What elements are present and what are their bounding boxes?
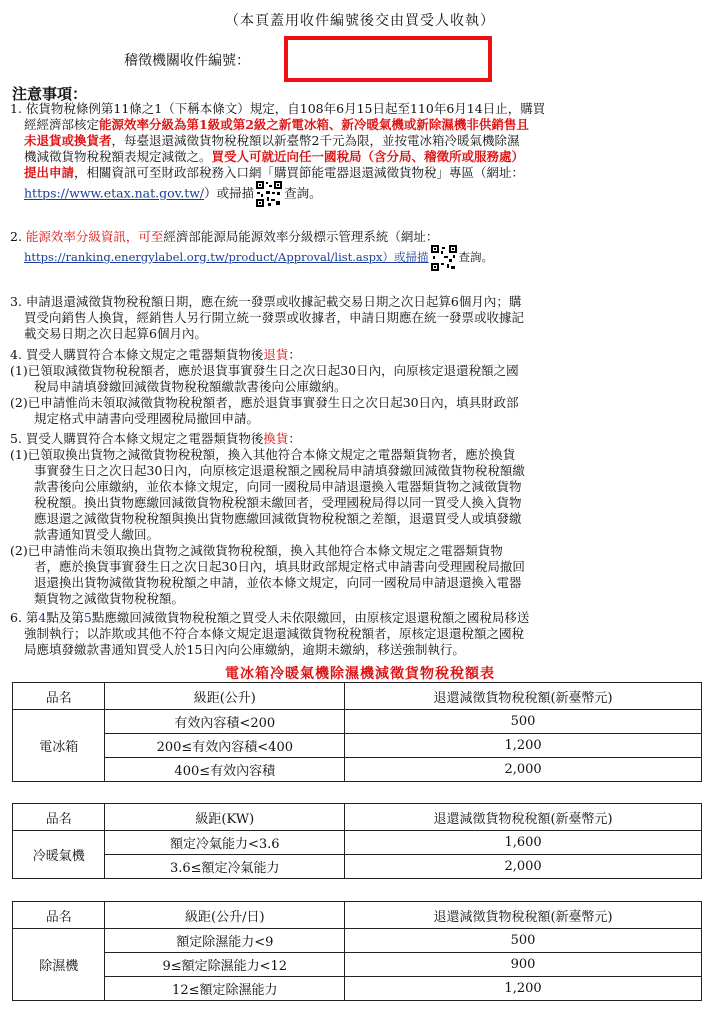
range-cell: 400≤有效內容積 [105,758,345,782]
note-item-6 [10,610,704,658]
header-note: （本頁蓋用收件編號後交由買受人收執） [225,13,495,29]
note-5-para-1: (1)已領取換出貨物之減徵貨物稅稅額，換入其他符合本條文規定之電器類貨物者，應於換貨 [10,447,516,462]
note-1-line-1: 1. 依貨物稅條例第11條之1（下稱本條文）規定，自108年6月15日起至110年6月14日止，購買 [10,101,546,116]
note-5-para-2: 類貨物之減徵貨物稅稅額。 [34,591,185,606]
table-row [13,977,702,1001]
note-6-line: 強制執行；以詐欺或其他不符合本條文規定退還減徵貨物稅稅額者，原核定退還稅額之國稅 [24,626,525,641]
note-5-para-2: 退還換出貨物減徵貨物稅稅額之申請，並依本條文規定，向同一國稅局申請退還換入電器 [34,575,522,590]
table-row [13,855,702,879]
header-range: 級距(公升/日) [105,902,345,929]
receipt-number-box[interactable] [284,36,492,82]
note-4-para-1: 稅局申請填發繳回減徵貨物稅稅額繳款書後向公庫繳納。 [34,379,347,394]
dehumidifier-tax-table [12,901,702,1001]
note-5-para-1: 款書後向公庫繳納，並依本條文規定，向同一國稅局申請退還換入電器類貨物之減徵貨物 [34,479,522,494]
note-3-line: 載交易日期之次日起算6個月內。 [24,326,207,341]
range-cell: 額定除濕能力<9 [105,929,345,953]
air-conditioner-tax-table [12,803,702,879]
note-6-text: 點應繳回減徵貨物稅稅額之買受人未依限繳回，由原核定退還稅額之國稅局移送 [91,610,530,625]
note-3-line: 買受向銷售人換貨，經銷售人另行開立統一發票或收據者，申請日期應在統一發票或收據記 [24,310,525,325]
note-4-para-2: 規定格式申請書向受理國稅局撤回申請。 [34,411,260,426]
header-product: 品名 [13,683,105,710]
header-amount: 退還減徵貨物稅稅額(新臺幣元) [345,683,702,710]
note-4-para-1: (1)已領取減徵貨物稅稅額者，應於退貨事實發生日之次日起30日內，向原核定退還稅額之國 [10,363,519,378]
range-cell: 3.6≤額定冷氣能力 [105,855,345,879]
notes-title: 注意事項： [12,85,88,103]
amount-cell: 1,200 [345,734,702,758]
note-1-highlight: 能源效率分級為第1級或第2級之新電冰箱、新冷暖氣機或新除濕機非供銷售且 [99,117,529,132]
header-amount: 退還減徵貨物稅稅額(新臺幣元) [345,902,702,929]
note-5-title: 5. 買受人購買符合本條文規定之電器類貨物後 [10,431,264,446]
note-item-4 [10,347,704,427]
note-5-para-2: 者，應於換貨事實發生日之次日起30日內，填具財政部規定格式申請書向受理國稅局撤回 [34,559,525,574]
header-product: 品名 [13,804,105,831]
note-1-text: 查詢。 [284,185,322,201]
product-name-cell: 電冰箱 [13,710,105,782]
note-6-line: 局應填發繳款書通知買受人於15日內向公庫繳納，逾期未繳納，移送強制執行。 [24,642,465,657]
receipt-number-label: 稽徵機關收件編號： [124,53,250,69]
note-3-line: 3. 申請退還減徵貨物稅稅額日期，應在統一發票或收據記載交易日期之次日起算6個月內；購 [10,294,522,309]
note-5-highlight: 換貨 [263,431,289,446]
qr-code-icon [256,181,282,207]
note-2-highlight: 能源效率分級資訊，可至 [25,229,164,244]
note-item-3 [10,294,704,342]
header-product: 品名 [13,902,105,929]
note-1-text: ，相關資訊可至財政部稅務入口網「購買節能電器退還減徵貨物稅」專區（網址： [74,165,525,180]
note-item-5 [10,431,704,607]
table-row [13,758,702,782]
note-5-para-1: 事實發生日之次日起30日內，向原核定退還稅額之國稅局申請填發繳回減徵貨物稅稅額繳 [34,463,525,478]
range-cell: 有效內容積<200 [105,710,345,734]
range-cell: 9≤額定除濕能力<12 [105,953,345,977]
note-6-ref: 4 [38,610,47,625]
note-5-para-1: 應退還之減徵貨物稅稅額與換出貨物應繳回減徵貨物稅稅額之差額，退還買受人或填發繳 [34,511,522,526]
header-range: 級距(KW) [105,804,345,831]
header-amount: 退還減徵貨物稅稅額(新臺幣元) [345,804,702,831]
tax-table-title: 電冰箱冷暖氣機除濕機減徵貨物稅稅額表 [225,666,495,682]
note-4-para-2: (2)已申請惟尚未領取減徵貨物稅稅額者，應於退貨事實發生日之次日起30日內，填具財政部 [10,395,519,410]
table-header-row [13,683,702,710]
note-1-text: 經經濟部核定 [24,117,100,132]
note-2-text: 查詢。 [458,250,494,264]
amount-cell: 500 [345,929,702,953]
note-5-title: ： [288,431,301,446]
note-1-text: 機減徵貨物稅稅額表規定減徵之。 [24,149,212,164]
amount-cell: 1,600 [345,831,702,855]
product-name-cell: 除濕機 [13,929,105,1001]
table-header-row [13,902,702,929]
table-row [13,831,702,855]
note-4-title: ： [288,347,301,362]
qr-code-icon [431,245,457,271]
note-1-text: ）或掃描 [204,185,255,201]
amount-cell: 2,000 [345,855,702,879]
table-header-row [13,804,702,831]
note-5-para-1: 款書通知買受人繳回。 [34,527,160,542]
header-range: 級距(公升) [105,683,345,710]
table-row [13,710,702,734]
amount-cell: 1,200 [345,977,702,1001]
range-cell: 12≤額定除濕能力 [105,977,345,1001]
note-5-para-2: (2)已申請惟尚未領取換出貨物之減徵貨物稅稅額，換入其他符合本條文規定之電器類貨物 [10,543,503,558]
range-cell: 200≤有效內容積<400 [105,734,345,758]
amount-cell: 500 [345,710,702,734]
note-2-text: ）或掃描 [382,250,429,264]
note-4-title: 4. 買受人購買符合本條文規定之電器類貨物後 [10,347,264,362]
note-6-ref: 5 [83,610,92,625]
note-2-text: 經濟部能源局能源效率分級標示管理系統（網址： [163,229,439,244]
product-name-cell: 冷暖氣機 [13,831,105,879]
note-item-1 [10,101,704,207]
amount-cell: 900 [345,953,702,977]
note-6-text: 點及第 [46,610,84,625]
note-5-para-1: 稅稅額。換出貨物應繳回減徵貨物稅稅額未繳回者，受理國稅局得以同一買受人換入貨物 [34,495,522,510]
amount-cell: 2,000 [345,758,702,782]
note-1-highlight: 買受人可就近向任一國稅局（含分局、稽徵所或服務處） [211,149,525,164]
note-4-highlight: 退貨 [263,347,289,362]
note-item-2 [10,229,704,271]
energylabel-link[interactable]: https://ranking.energylabel.org.tw/product/Approval/list.aspx [24,250,383,264]
table-row [13,734,702,758]
table-row [13,929,702,953]
note-1-highlight: 未退貨或換貨者 [24,133,112,148]
note-1-text: ，每臺退還減徵貨物稅稅額以新臺幣2千元為限，並按電冰箱冷暖氣機除濕 [111,133,520,148]
note-1-highlight: 提出申請 [24,165,75,180]
note-2-number: 2. [10,229,26,244]
etax-link[interactable]: https://www.etax.nat.gov.tw/ [24,185,205,201]
table-row [13,953,702,977]
refrigerator-tax-table [12,682,702,782]
note-6-text: 6. 第 [10,610,39,625]
range-cell: 額定冷氣能力<3.6 [105,831,345,855]
